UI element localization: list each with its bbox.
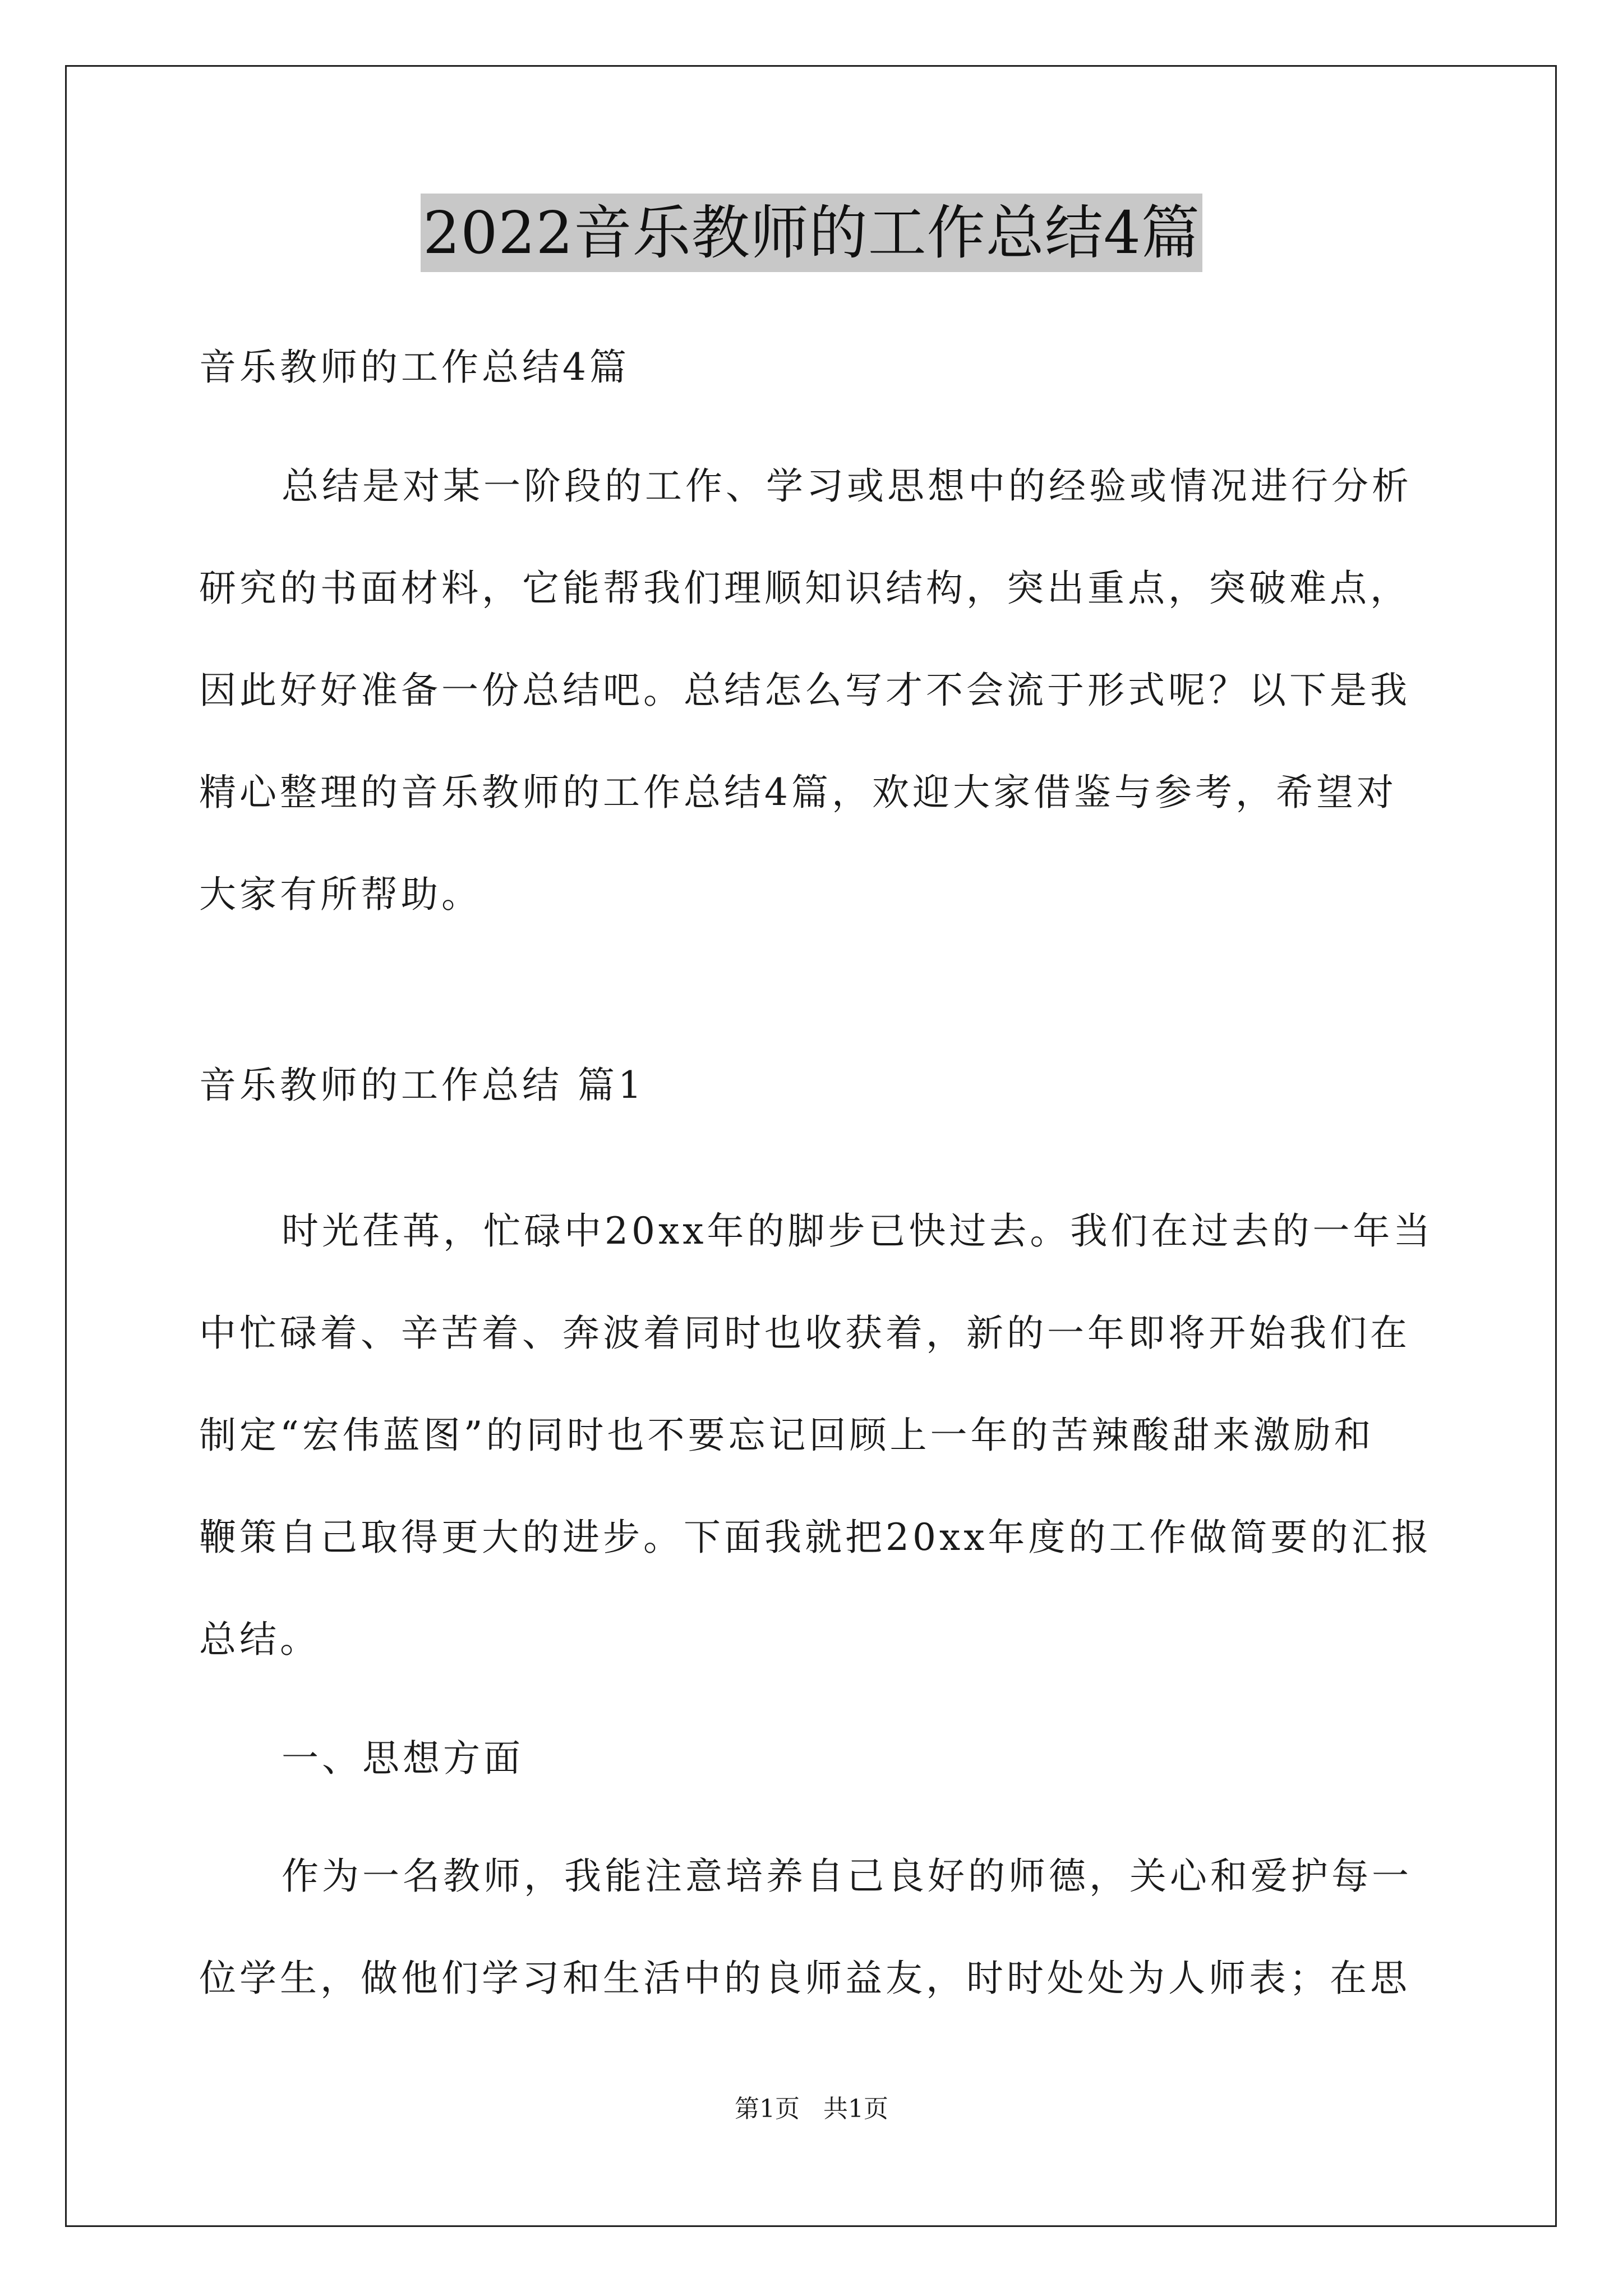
body-line-3: 制定“宏伟蓝图”的同时也不要忘记回顾上一年的苦辣酸甜来激励和 xyxy=(199,1414,1375,1457)
title-container xyxy=(0,194,1623,272)
page-footer: 第1页 共1页 xyxy=(735,2095,888,2123)
body-line-6: 作为一名教师，我能注意培养自己良好的师德，关心和爱护每一 xyxy=(282,1855,1412,1898)
body-line-7: 位学生，做他们学习和生活中的良师益友，时时处处为人师表；在思 xyxy=(199,1957,1410,2000)
body-line-1: 时光荏苒，忙碌中20xx年的脚步已快过去。我们在过去的一年当 xyxy=(282,1209,1434,1253)
body-line-4: 鞭策自己取得更大的进步。下面我就把20xx年度的工作做简要的汇报 xyxy=(199,1516,1432,1559)
body-line-2: 中忙碌着、辛苦着、奔波着同时也收获着，新的一年即将开始我们在 xyxy=(199,1312,1410,1355)
subtitle-line: 音乐教师的工作总结4篇 xyxy=(199,346,630,389)
subheading-thought: 一、思想方面 xyxy=(282,1737,524,1780)
document-title: 2022音乐教师的工作总结4篇 xyxy=(421,194,1202,272)
intro-line-2: 研究的书面材料，它能帮我们理顺知识结构，突出重点，突破难点， xyxy=(199,567,1410,610)
body-line-5: 总结。 xyxy=(199,1618,320,1661)
intro-line-1: 总结是对某一阶段的工作、学习或思想中的经验或情况进行分析 xyxy=(282,464,1412,508)
intro-line-4: 精心整理的音乐教师的工作总结4篇，欢迎大家借鉴与参考，希望对 xyxy=(199,771,1397,814)
intro-line-3: 因此好好准备一份总结吧。总结怎么写才不会流于形式呢？以下是我 xyxy=(199,669,1410,712)
intro-line-5: 大家有所帮助。 xyxy=(199,873,482,916)
section-heading: 音乐教师的工作总结 篇1 xyxy=(199,1064,645,1107)
